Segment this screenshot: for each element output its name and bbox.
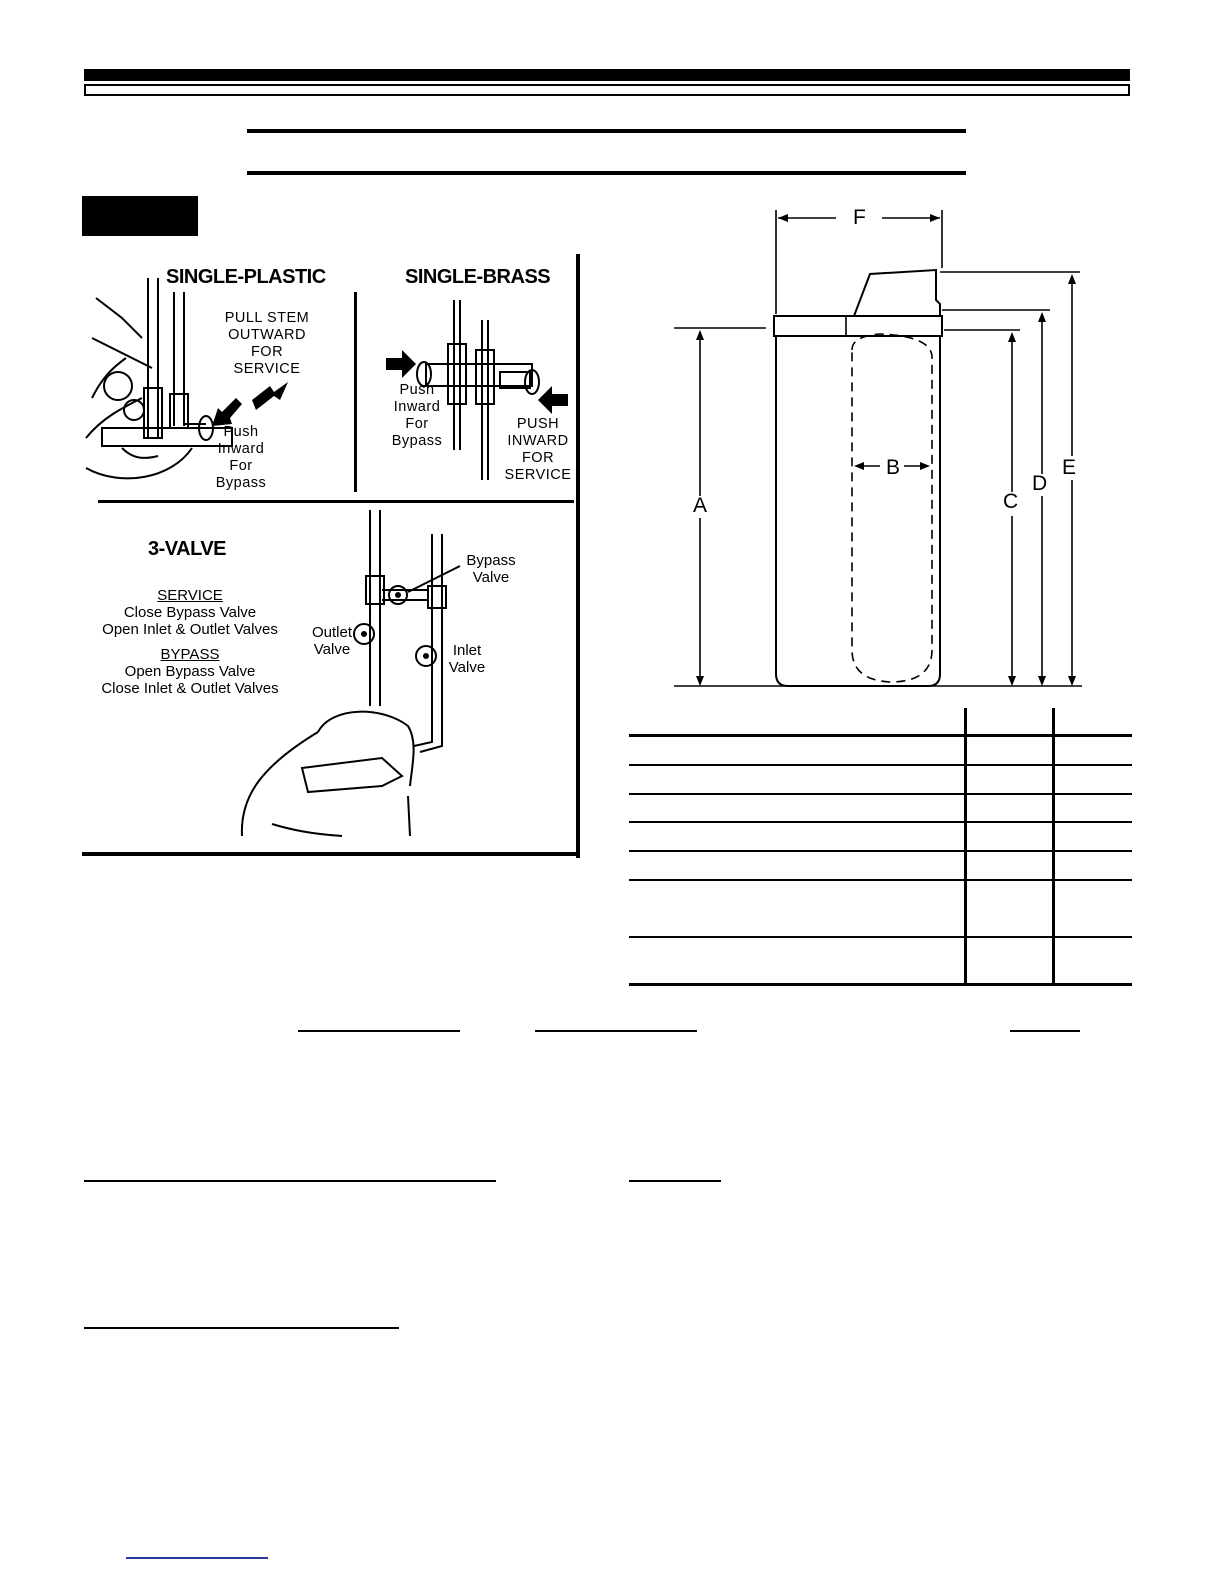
push-line-4: Bypass [215, 475, 267, 491]
dimension-drawing [670, 200, 1090, 700]
dim-label-f: F [853, 206, 866, 229]
brass-push-line-2: Inward [393, 399, 441, 415]
table-row-rule-1 [629, 734, 1132, 737]
inlet-valve-label [442, 642, 492, 676]
single-brass-title: SINGLE-BRASS [405, 266, 551, 288]
dim-label-b: B [886, 456, 901, 479]
bypass-line-2: Close Inlet & Outlet Valves [101, 680, 279, 697]
brass-push-line-1: Push [399, 382, 435, 398]
form-rule-7 [126, 1557, 268, 1559]
outlet-valve-line-2: Valve [313, 641, 351, 658]
form-rule-1 [298, 1030, 460, 1032]
inlet-valve-line-1: Inlet [452, 642, 482, 659]
form-rule-4 [84, 1180, 496, 1182]
single-plastic-title: SINGLE-PLASTIC [166, 266, 326, 288]
table-col-rule-2 [1052, 708, 1055, 986]
bypass-figure [82, 250, 582, 860]
figure-divider-horizontal [98, 500, 574, 503]
pull-line-3: FOR [250, 344, 284, 360]
push-line-3: For [229, 458, 253, 474]
push-line-2: Inward [217, 441, 265, 457]
figure-frame-bottom [82, 852, 580, 856]
bypass-valve-label [456, 552, 526, 586]
brass-service-line-3: FOR [521, 450, 555, 466]
table-row-rule-6 [629, 879, 1132, 881]
service-heading: SERVICE [157, 587, 223, 604]
pull-line-4: SERVICE [233, 361, 301, 377]
form-rule-6 [84, 1327, 399, 1329]
dim-label-a: A [693, 494, 708, 517]
section-label-box [82, 196, 198, 236]
brass-service-line-2: INWARD [507, 433, 569, 449]
table-row-rule-8 [629, 983, 1132, 986]
service-line-1: Close Bypass Valve [123, 604, 257, 621]
single-brass-service-label [498, 416, 578, 484]
table-row-rule-2 [629, 764, 1132, 766]
title-rule-top [247, 129, 966, 133]
dim-label-e: E [1062, 456, 1077, 479]
table-col-rule-1 [964, 708, 967, 986]
form-rule-2 [535, 1030, 697, 1032]
header-rule-thick [84, 69, 1130, 81]
table-row-rule-4 [629, 821, 1132, 823]
bypass-line-1: Open Bypass Valve [124, 663, 256, 680]
bypass-valve-line-2: Valve [472, 569, 510, 586]
pull-line-1: PULL STEM [224, 310, 310, 326]
title-rule-bottom [247, 171, 966, 175]
bypass-valve-line-1: Bypass [466, 552, 516, 569]
table-row-rule-5 [629, 850, 1132, 852]
dimension-table [629, 708, 1132, 990]
header-rule-outline [84, 84, 1130, 96]
brass-service-line-1: PUSH [516, 416, 560, 432]
dim-label-c: C [1003, 490, 1019, 513]
outlet-valve-line-1: Outlet [311, 624, 353, 641]
outlet-valve-label [304, 624, 360, 658]
figure-divider-vertical [354, 292, 357, 492]
brass-service-line-4: SERVICE [504, 467, 572, 483]
three-valve-title: 3-VALVE [148, 538, 226, 560]
brass-push-line-3: For [405, 416, 429, 432]
service-line-2: Open Inlet & Outlet Valves [102, 621, 278, 638]
form-rule-5 [629, 1180, 721, 1182]
pull-line-2: OUTWARD [228, 327, 306, 343]
inlet-valve-line-2: Valve [448, 659, 486, 676]
table-row-rule-7 [629, 936, 1132, 938]
single-plastic-push-label [206, 424, 276, 492]
push-line-1: Push [223, 424, 259, 440]
bypass-heading: BYPASS [160, 646, 220, 663]
table-row-rule-3 [629, 793, 1132, 795]
brass-push-line-4: Bypass [391, 433, 443, 449]
dim-label-d: D [1032, 472, 1048, 495]
single-brass-push-label [382, 382, 452, 450]
form-rule-3 [1010, 1030, 1080, 1032]
single-plastic-pull-label [214, 310, 320, 378]
